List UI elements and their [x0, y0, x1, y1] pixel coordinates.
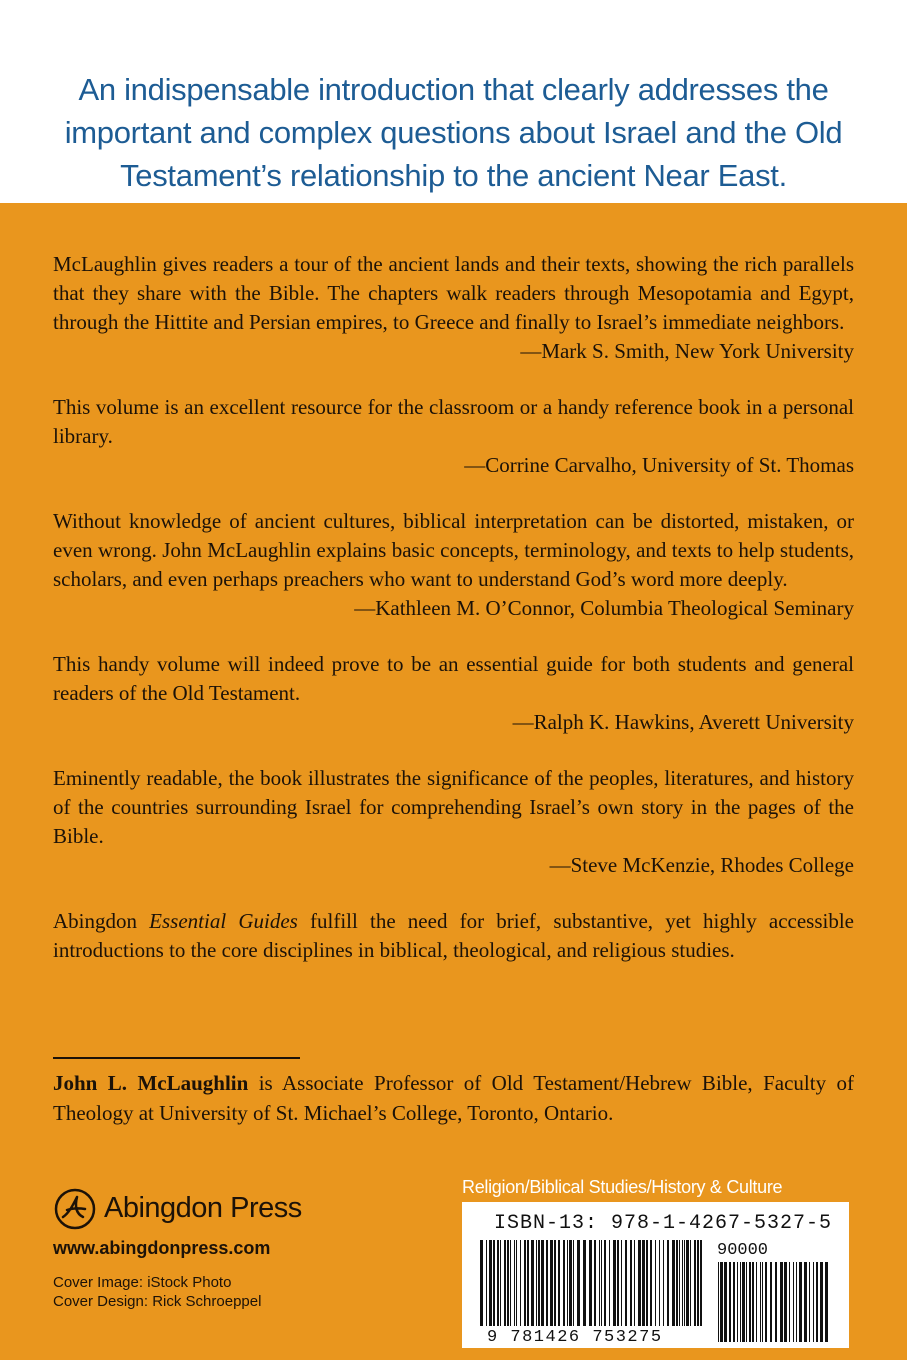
endorsement: [53, 507, 854, 623]
endorsement-attribution: —Corrine Carvalho, University of St. Thomas: [464, 453, 854, 477]
series-title: Essential Guides: [149, 909, 298, 933]
price-code: 90000: [717, 1241, 769, 1260]
cover-design-credit: Cover Design: Rick Schroeppel: [53, 1293, 262, 1310]
endorsement-attribution: —Steve McKenzie, Rhodes College: [549, 853, 854, 877]
cover-image-credit: Cover Image: iStock Photo: [53, 1274, 232, 1291]
endorsement: [53, 250, 854, 366]
isbn-text: ISBN-13: 978-1-4267-5327-5: [494, 1212, 833, 1235]
endorsement-attribution: —Mark S. Smith, New York University: [520, 339, 854, 363]
endorsement-text: Without knowledge of ancient cultures, biblical interpretation can be distorted, mistaken, or even wrong. John McLaughlin explains basic concepts, terminology, and texts to help students, scholars, and even perhaps preachers who want to understand God’s word more deeply.: [53, 509, 854, 591]
series-suffix: fulfill the need for brief, substantive, yet highly accessible introductions to the core disciplines in biblical, theological, and religious studies.: [53, 909, 854, 962]
endorsement-text: Eminently readable, the book illustrates the significance of the peoples, literatures, and history of the countries surrounding Israel for comprehending Israel’s own story in the pages of the Bible.: [53, 766, 854, 848]
publisher-name: Abingdon Press: [104, 1192, 302, 1224]
author-bio-text: is Associate Professor of Old Testament/Hebrew Bible, Faculty of Theology at University of St. Michael’s College, Toronto, Ontario.: [53, 1071, 854, 1125]
endorsement: [53, 650, 854, 737]
series-prefix: Abingdon: [53, 909, 150, 933]
author-bio: [53, 1068, 854, 1128]
endorsements: [53, 250, 854, 965]
ean-barcode-icon: [478, 1240, 706, 1328]
subject-category: Religion/Biblical Studies/History & Culture: [462, 1177, 783, 1197]
addon-barcode-icon: [716, 1262, 834, 1342]
publisher-url: www.abingdonpress.com: [53, 1238, 271, 1258]
endorsement-text: This volume is an excellent resource for the classroom or a handy reference book in a personal library.: [53, 395, 854, 448]
divider: [53, 1057, 300, 1059]
ean-digits: 9 781426 753275: [487, 1328, 663, 1347]
endorsement-attribution: —Kathleen M. O’Connor, Columbia Theological Seminary: [354, 596, 854, 620]
abingdon-logo-icon: [53, 1187, 97, 1231]
endorsement-attribution: —Ralph K. Hawkins, Averett University: [512, 710, 854, 734]
series-description: [53, 907, 854, 965]
headline: An indispensable introduction that clearly addresses the important and complex questions about Israel and the Old Testament’s relationship to the ancient Near East.: [64, 72, 843, 193]
endorsement: [53, 764, 854, 880]
endorsement-text: This handy volume will indeed prove to be an essential guide for both students and general readers of the Old Testament.: [53, 652, 854, 705]
endorsement: [53, 393, 854, 480]
endorsement-text: McLaughlin gives readers a tour of the ancient lands and their texts, showing the rich parallels that they share with the Bible. The chapters walk readers through Mesopotamia and Egypt, through the Hittite and Persian empires, to Greece and finally to Israel’s immediate neighbors.: [53, 252, 854, 334]
author-name: John L. McLaughlin: [53, 1071, 249, 1095]
